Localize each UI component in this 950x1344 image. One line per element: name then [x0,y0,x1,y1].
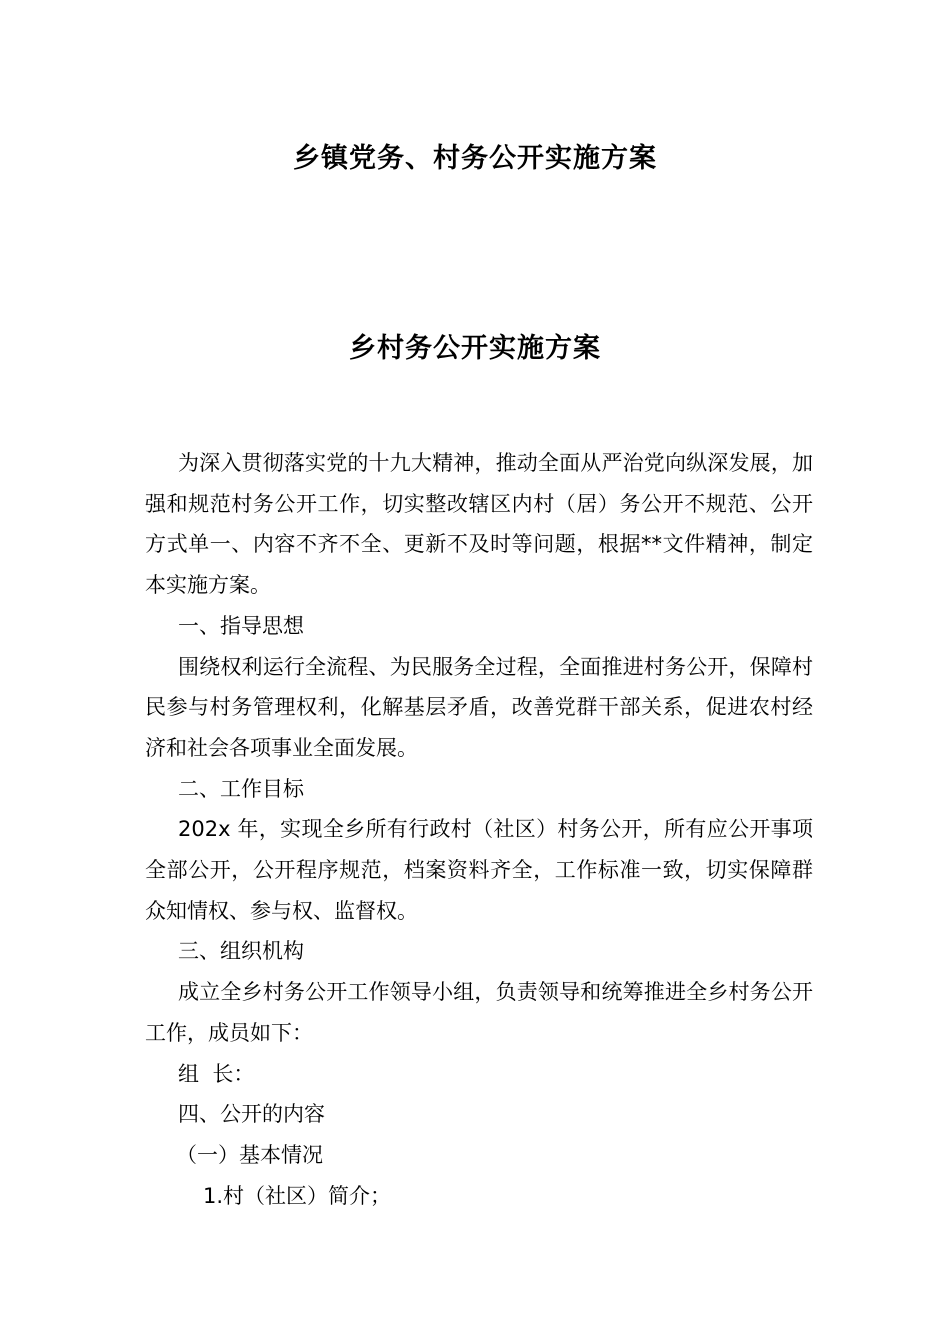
organization-paragraph: 成立全乡村务公开工作领导小组，负责领导和统筹推进全乡村务公开工作，成员如下： [145,980,813,1045]
list-item-village-intro: 1.村（社区）简介； [203,1183,392,1208]
document-sub-title: 乡村务公开实施方案 [349,333,601,364]
group-leader-line: 组 长： [178,1061,255,1086]
section-heading-work-goals: 二、工作目标 [178,776,304,801]
section-heading-organization: 三、组织机构 [178,939,304,964]
intro-paragraph: 为深入贯彻落实党的十九大精神，推动全面从严治党向纵深发展，加强和规范村务公开工作，切实整改辖区内村（居）务公开不规范、公开方式单一、内容不齐不全、更新不及时等问题，根据**文件精神，制定本实施方案。 [145,451,813,598]
work-goals-paragraph: 202x 年，实现全乡所有行政村（社区）村务公开，所有应公开事项全部公开，公开程序规范，档案资料齐全，工作标准一致，切实保障群众知情权、参与权、监督权。 [145,817,813,923]
section-heading-guiding-ideology: 一、指导思想 [178,613,304,638]
document-main-title: 乡镇党务、村务公开实施方案 [293,143,657,174]
subsection-heading-basic-info: （一）基本情况 [176,1142,323,1167]
document-body [145,443,813,1216]
section-heading-public-content: 四、公开的内容 [178,1102,325,1127]
guiding-ideology-paragraph: 围绕权利运行全流程、为民服务全过程，全面推进村务公开，保障村民参与村务管理权利，化解基层矛盾，改善党群干部关系，促进农村经济和社会各项事业全面发展。 [145,654,813,760]
